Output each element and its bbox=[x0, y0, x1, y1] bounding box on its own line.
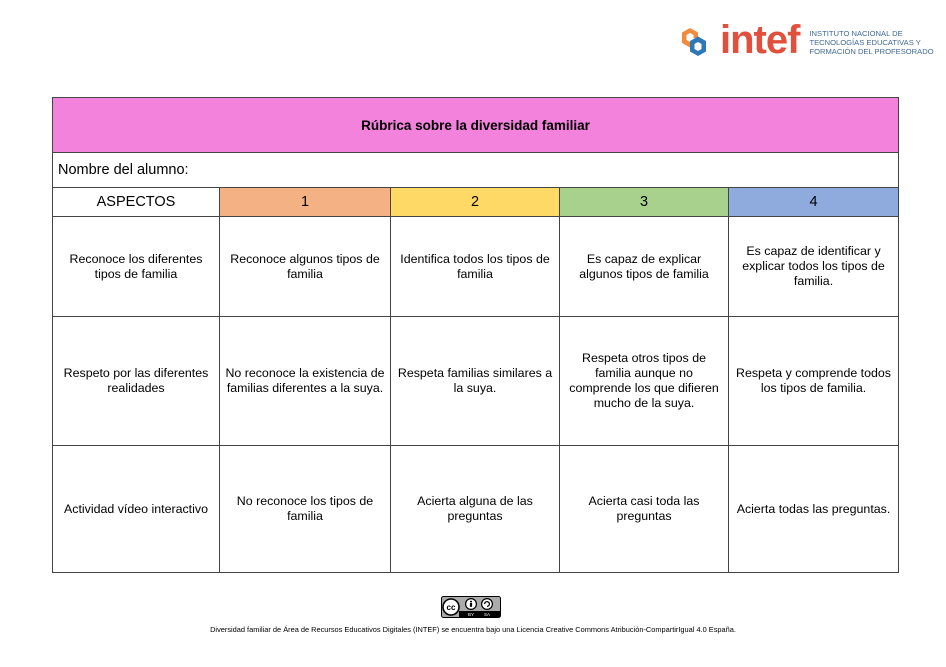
rubric-row bbox=[53, 446, 899, 573]
student-name-label: Nombre del alumno: bbox=[53, 153, 899, 188]
level-3-cell: Respeta otros tipos de familia aunque no comprende los que difieren mucho de la suya. bbox=[560, 317, 729, 446]
aspect-cell: Actividad vídeo interactivo bbox=[53, 446, 220, 573]
by-label: BY bbox=[467, 612, 475, 617]
intef-hexagon-logo-icon bbox=[676, 24, 712, 60]
level-1-cell: No reconoce los tipos de familia bbox=[220, 446, 391, 573]
rubric-table bbox=[52, 97, 899, 573]
level-4-cell: Respeta y comprende todos los tipos de familia. bbox=[729, 317, 899, 446]
level-1-cell: No reconoce la existencia de familias diferentes a la suya. bbox=[220, 317, 391, 446]
rubric-header-row bbox=[53, 188, 899, 217]
level-4-cell: Acierta todas las preguntas. bbox=[729, 446, 899, 573]
institution-line: INSTITUTO NACIONAL DE bbox=[809, 28, 903, 38]
sa-label: SA bbox=[483, 612, 491, 617]
intef-institution-name bbox=[809, 29, 933, 56]
level-2-cell: Acierta alguna de las preguntas bbox=[391, 446, 560, 573]
aspect-cell: Reconoce los diferentes tipos de familia bbox=[53, 217, 220, 317]
student-name-row bbox=[53, 153, 899, 188]
header-level-3: 3 bbox=[560, 188, 729, 217]
intef-logo bbox=[676, 18, 934, 62]
header-level-2: 2 bbox=[391, 188, 560, 217]
aspect-cell: Respeto por las diferentes realidades bbox=[53, 317, 220, 446]
header-aspects: ASPECTOS bbox=[53, 188, 220, 217]
license-text: Diversidad familiar de Área de Recursos Educativos Digitales (INTEF) se encuentra bajo una Licencia Creative Commons Atribución-CompartirIgual 4.0 España. bbox=[210, 625, 736, 634]
level-4-cell: Es capaz de identificar y explicar todos los tipos de familia. bbox=[729, 217, 899, 317]
rubric-title: Rúbrica sobre la diversidad familiar bbox=[53, 98, 899, 153]
level-3-cell: Es capaz de explicar algunos tipos de familia bbox=[560, 217, 729, 317]
institution-line: TECNOLOGÍAS EDUCATIVAS Y bbox=[809, 37, 921, 47]
rubric-title-row bbox=[53, 98, 899, 153]
header-level-1: 1 bbox=[220, 188, 391, 217]
cc-label: cc bbox=[446, 602, 456, 612]
rubric-row bbox=[53, 317, 899, 446]
level-2-cell: Identifica todos los tipos de familia bbox=[391, 217, 560, 317]
level-2-cell: Respeta familias similares a la suya. bbox=[391, 317, 560, 446]
cc-by-sa-license-icon[interactable] bbox=[441, 596, 501, 618]
level-3-cell: Acierta casi toda las preguntas bbox=[560, 446, 729, 573]
institution-line: FORMACIÓN DEL PROFESORADO bbox=[809, 46, 934, 56]
intef-wordmark: intef bbox=[720, 18, 800, 62]
level-1-cell: Reconoce algunos tipos de familia bbox=[220, 217, 391, 317]
header-level-4: 4 bbox=[729, 188, 899, 217]
rubric-row bbox=[53, 217, 899, 317]
